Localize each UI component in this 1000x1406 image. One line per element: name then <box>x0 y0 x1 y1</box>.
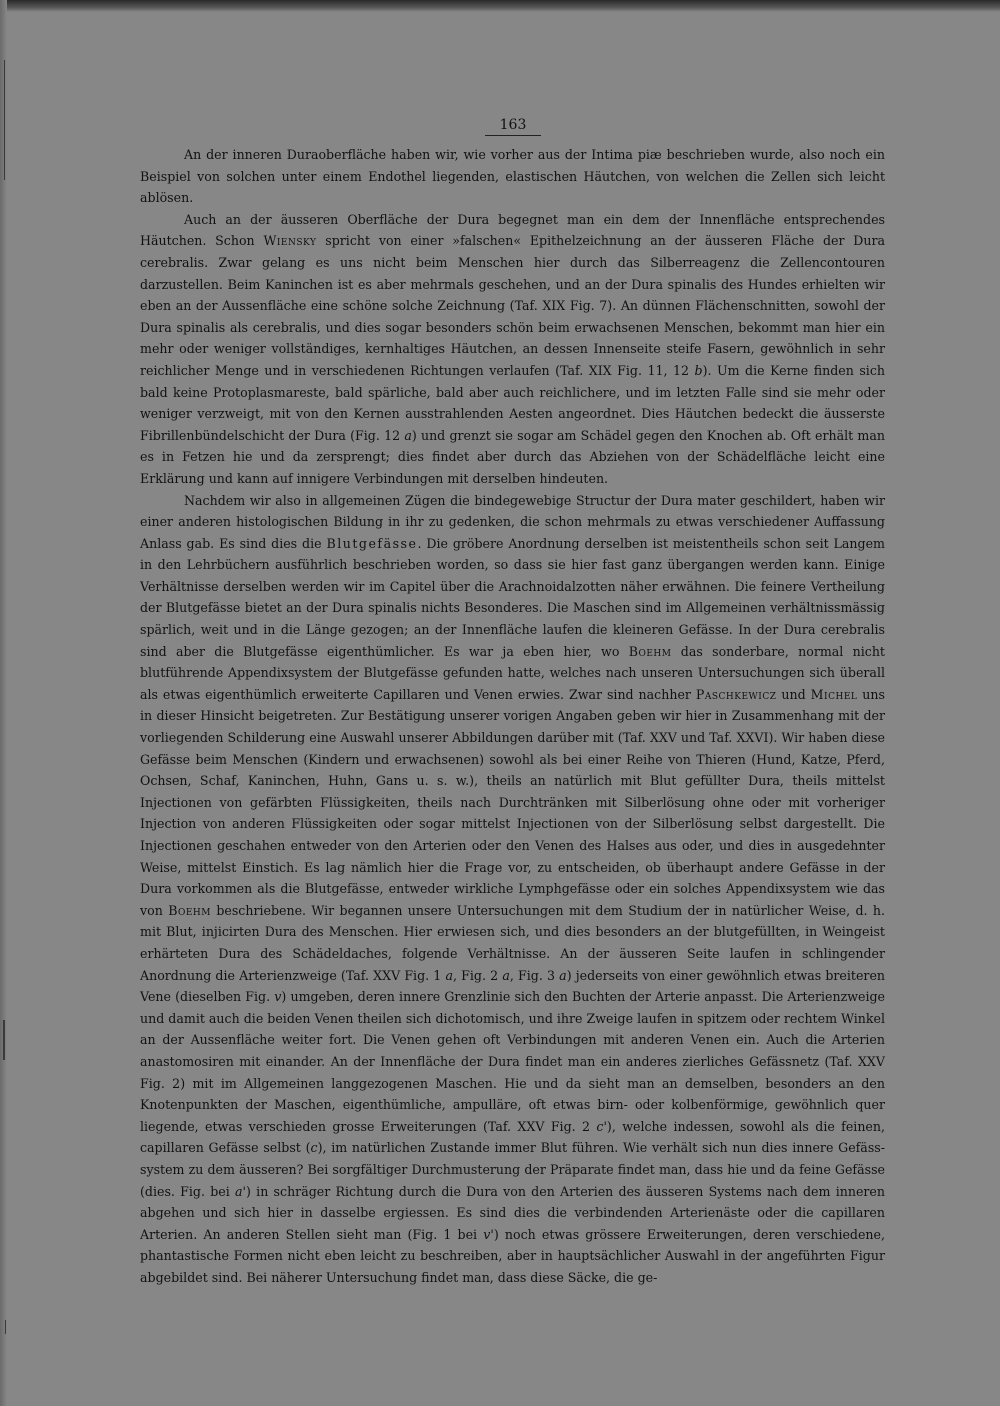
text-run: beschriebene. Wir begannen unsere Untersuchungen mit dem Studium der in natürlicher Weise, d. h. mit Blut, injicirten Dura des Menschen. Hier erwiesen sich, und dies besonders an der blutgefüllten, in Weingeist erhärteten Dura des Schädeldaches, folgende Verhältnisse. An der äusseren Seite laufen in schlingender Anordnung die Arterienzweige (Taf. XXV Fig. 1 <box>140 902 886 983</box>
author-name: Boehm <box>628 643 672 659</box>
text-run: Nachdem wir also in allgemeinen Zügen die bindegewebige Structur der Dura mater geschildert, haben wir einer anderen histologischen Bildung in ihr zu gedenken, die schon mehrmals zu etwas verschiedener Auffassung Anlass gab. Es sind dies die <box>140 492 885 551</box>
text-run: spricht von einer »falschen« Epithelzeichnung an der äusseren Fläche der Dura cerebralis. Zwar gelang es uns nicht beim Menschen hier durch das Silberreagenz die Zellencontouren darzustellen. Beim Kaninchen ist es aber mehrmals geschehen, und an der Dura spinalis des Hundes erhielten wir eben an der Aussenfläche eine schöne solche Zeichnung (Taf. XIX Fig. 7). An dünnen Flächenschnitten, sowohl der Dura spinalis als cerebralis, und dies sogar besonders schön beim erwachsenen Menschen, bekommt man hier ein mehr oder weniger vollständiges, kernhaltiges Häutchen, an dessen Innenseite steife Fasern, gewöhnlich in sehr reichlicher Menge und in verschiedenen Richtungen verlaufen (Taf. XIX Fig. 11, 12 <box>140 233 885 378</box>
author-name: Michel <box>810 686 858 702</box>
italic-run: a <box>404 427 412 443</box>
author-name: Boehm <box>168 902 211 918</box>
page-number: 163 <box>485 117 541 136</box>
italic-run: a <box>559 967 567 983</box>
text-run: ) umgeben, deren innere Grenzlinie sich den Buchten der Arterie anpasst. Die Arterienzweige und damit auch die beiden Venen theilen sich dichotomisch, und ihre Zweige laufen in spitzem oder rechtem Winkel an der Aussenfläche weiter fort. Die Venen gehen oft Verbindungen mit anderen Venen ein. Auch die Arterien anastomosiren mit einander. An der Innenfläche der Dura findet man ein anderes zierliches Gefässnetz (Taf. XXV Fig. 2) mit im Allgemeinen langgezogenen Maschen. Hie und da sieht man an demselben, besonders an den Knotenpunkten der Maschen, eigenthümliche, ampulläre, oft etwas birn- oder kolbenförmige, gewöhnlich quer liegende, etwas verschieden grosse Erweiterungen (Taf. XXV Fig. 2 <box>140 989 885 1134</box>
italic-run: c <box>310 1140 318 1156</box>
scan-left-edge <box>0 0 7 1406</box>
paragraph <box>140 144 885 209</box>
text-run: ) noch etwas grössere Erweiterungen, deren verschiedene, phantastische Formen nicht eben leicht zu beschreiben, aber in hauptsächlicher Auswahl in der angeführten Figur abgebildet sind. Bei näherer Untersuchung findet man, dass diese Säcke, die ge- <box>140 1226 886 1285</box>
text-run: ) und grenzt sie sogar am Schädel gegen den Knochen ab. Oft erhält man es in Fetzen hie und da zersprengt; dies findet aber durch das Abziehen von der Schädelfläche leicht eine Erklärung und kann auf innigere Verbindungen mit derselben hindeuten. <box>140 427 885 486</box>
body-text <box>140 144 885 1288</box>
margin-mark <box>5 1320 6 1334</box>
italic-run: b <box>694 362 703 378</box>
text-run: , Fig. 2 <box>453 967 503 983</box>
text-run: ) in schräger Richtung durch die Dura von den Arterien des äusseren Systems nach dem inneren abgehen und sich hier in dasselbe ergiessen. Es sind dies die verbindenden Arterienäste oder die capillaren Arterien. An anderen Stellen sieht man (Fig. 1 bei <box>140 1183 885 1242</box>
text-run: ) jederseits von einer gewöhnlich etwas breiteren Vene (dieselben Fig. <box>140 967 886 1005</box>
spaced-term: Blutgefässe <box>326 535 418 551</box>
text-run: ). Um die Kerne finden sich bald keine Protoplasmareste, bald spärliche, bald aber auch reichlichere, und im letzten Falle sind sie mehr oder weniger verzweigt, mit von den Kernen ausstrahlenden Aesten angeordnet. Dies Häutchen bedeckt die äusserste Fibrillenbündelschicht der Dura (Fig. 12 <box>140 362 885 443</box>
italic-run: v' <box>483 1226 494 1242</box>
text-run: Auch an der äusseren Oberfläche der Dura begegnet man ein dem der Innenfläche entsprechendes Häutchen. Schon <box>140 211 885 249</box>
text-run: uns in dieser Hinsicht beigetreten. Zur Bestätigung unserer vorigen Angaben geben wir hier in Zusammenhang mit der vorliegenden Schilderung eine Auswahl unserer Abbildungen darüber mit (Taf. XXV und Taf. XXVI). Wir haben diese Gefässe beim Menschen (Kindern und erwachsenen) sowohl als bei einer Reihe von Thieren (Hund, Katze, Pferd, Ochsen, Schaf, Kaninchen, Huhn, Gans u. s. w.), theils an natürlich mit Blut gefüllter Dura, theils mittelst Injectionen von gefärbten Flüssigkeiten, theils nach Durchtränken mit Silberlösung ohne oder mit vorheriger Injection von anderen Flüssigkeiten oder sogar mittelst Injectionen von der Silberlösung selbst dargestellt. Die Injectionen geschahen entweder von den Arterien oder den Venen des Halses aus oder, und dies in ausgedehnter Weise, mittelst Einstich. Es lag nämlich hier die Frage vor, zu entscheiden, ob überhaupt andere Gefässe in der Dura vorkommen als die Blutgefässe, entweder wirkliche Lymphgefässe oder ein solches Appendixsystem wie das von <box>140 686 885 918</box>
paragraph <box>140 209 885 490</box>
italic-run: a' <box>235 1183 247 1199</box>
text-run: das sonderbare, normal nicht blutführende Appendixsystem der Blutgefässe gefunden hatte, welches nach unseren Untersuchungen sich überall als etwas eigenthümlich erweiterte Capillaren und Venen erwies. Zwar sind nachher <box>140 643 885 702</box>
italic-run: a <box>445 967 453 983</box>
text-run: An der inneren Duraoberfläche haben wir, wie vorher aus der Intima piæ beschrieben wurde, also noch ein Beispiel von solchen unter einem Endothel liegenden, elastischen Häutchen, von welchen die Zellen sich leicht ablösen. <box>140 147 885 206</box>
italic-run: a <box>502 967 510 983</box>
margin-mark <box>4 60 5 180</box>
paragraph <box>140 490 885 1289</box>
text-run: ), welche indessen, sowohl als die feinen, capillaren Gefässe selbst ( <box>140 1118 885 1156</box>
text-run: . Die gröbere Anordnung derselben ist meistentheils schon seit Langem in den Lehrbüchern ausführlich beschrieben worden, so dass sie hier fast ganz übergangen werden kann. Einige Verhältnisse derselben werden wir im Capitel über die Arachnoidalzotten näher erwähnen. Die feinere Vertheilung der Blutgefässe bietet an der Dura spinalis nichts Besonderes. Die Maschen sind im Allgemeinen verhältnissmässig spärlich, weit und in die Länge gezogen; an der Innenfläche laufen die kleineren Gefässe. In der Dura cerebralis sind aber die Blutgefässe eigenthümlicher. Es war ja eben hier, wo <box>140 535 885 659</box>
italic-run: c' <box>596 1118 607 1134</box>
author-name: Paschkewicz <box>695 686 777 702</box>
margin-mark <box>3 1020 5 1060</box>
text-run: und <box>776 686 811 702</box>
scan-top-edge <box>0 0 1000 12</box>
text-run: ), im natürlichen Zustande immer Blut führen. Wie verhält sich nun dies innere Gefäss-system zu dem äusseren? Bei sorgfältiger Durchmusterung der Präparate findet man, dass hie und da feine Gefässe (dies. Fig. bei <box>140 1140 885 1199</box>
text-run: , Fig. 3 <box>509 967 560 983</box>
italic-run: v <box>274 989 282 1005</box>
author-name: Wiensky <box>263 233 317 249</box>
